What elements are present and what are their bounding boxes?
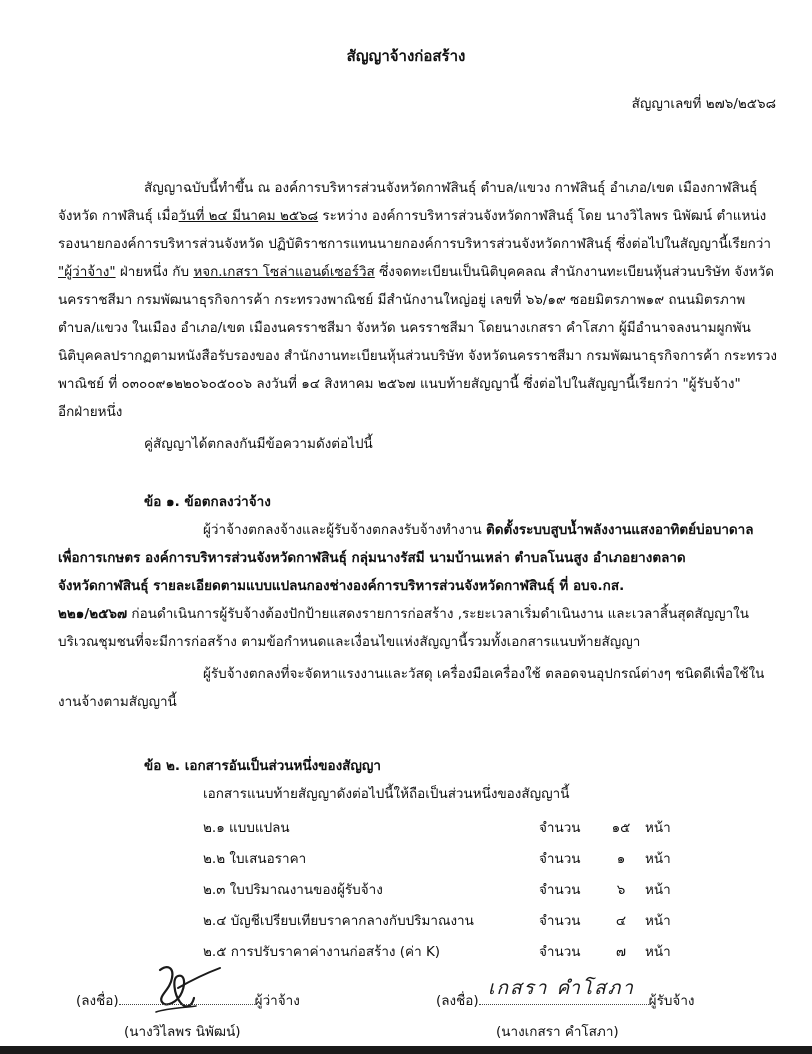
employer-name: (นางวิไลพร นิพัฒน์) — [124, 1024, 241, 1040]
project-name: ติดตั้งระบบสูบน้ำพลังงานแสงอาทิตย์บ่อบาดาล — [485, 522, 754, 538]
preamble-line-4: "ผู้ว่าจ้าง" ฝ่ายหนึ่ง กับ หจก.เกสรา โซล่าแอนด์เซอร์วิส ซึ่งจดทะเบียนเป็นนิติบุคคลณ สำนักงานทะเบียนหุ้นส่วนบริษัท จังหวัด — [58, 264, 775, 280]
attachment-row: ๒.๑ แบบแปลน จำนวน ๑๕ หน้า — [203, 820, 671, 836]
preamble-line-6: ตำบล/แขวง ในเมือง อำเภอ/เขต เมืองนครราชสีมา จังหวัด นครราชสีมา โดยนางเกสรา คำโสภา ผู้มีอำนาจลงนามผูกพัน — [58, 320, 751, 336]
agreement-statement: คู่สัญญาได้ตกลงกันมีข้อความดังต่อไปนี้ — [144, 436, 373, 452]
attachment-row: ๒.๒ ใบเสนอราคา จำนวน ๑ หน้า — [203, 851, 671, 867]
contractor-name-signature: (นางเกสรา คำโสภา) — [496, 1024, 619, 1040]
preamble-line-9: อีกฝ่ายหนึ่ง — [58, 404, 123, 420]
clause-1-heading: ข้อ ๑. ข้อตกลงว่าจ้าง — [144, 494, 271, 510]
attachment-row: ๒.๓ ใบปริมาณงานของผู้รับจ้าง จำนวน ๖ หน้า — [203, 882, 671, 898]
attachment-row: ๒.๕ การปรับราคาค่างานก่อสร้าง (ค่า K) จำนวน ๗ หน้า — [203, 944, 671, 960]
clause-1-para-2-line-2: งานจ้างตามสัญญานี้ — [58, 694, 177, 710]
clause-1-line-4: ๒๒๑/๒๕๖๗ ก่อนดำเนินการผู้รับจ้างต้องปักป้ายแสดงรายการก่อสร้าง ,ระยะเวลาเริ่มดำเนินงาน และเวลาสิ้นสุดสัญญาใน — [58, 606, 750, 622]
contract-number: สัญญาเลขที่ ๒๗๖/๒๕๖๘ — [631, 96, 776, 112]
employer-term: "ผู้ว่าจ้าง" — [58, 264, 116, 280]
contractor-signature-handwriting: เกสรา คำโสภา — [488, 977, 635, 999]
clause-2-intro: เอกสารแนบท้ายสัญญาดังต่อไปนี้ให้ถือเป็นส่วนหนึ่งของสัญญานี้ — [203, 786, 570, 802]
clause-1-line-1: ผู้ว่าจ้างตกลงจ้างและผู้รับจ้างตกลงรับจ้างทำงาน ติดตั้งระบบสูบน้ำพลังงานแสงอาทิตย์บ่อบาดาล — [203, 522, 754, 538]
clause-1-para-2-line-1: ผู้รับจ้างตกลงที่จะจัดหาแรงงานและวัสดุ เครื่องมือเครื่องใช้ ตลอดจนอุปกรณ์ต่างๆ ชนิดดีเพื่อใช้ใน — [203, 666, 765, 682]
preamble-line-7: นิติบุคคลปรากฏตามหนังสือรับรองของ สำนักงานทะเบียนหุ้นส่วนบริษัท จังหวัดนครราชสีมา กรมพัฒนาธุรกิจการค้า กระทรวง — [58, 348, 777, 364]
preamble-line-1: สัญญาฉบับนี้ทำขึ้น ณ องค์การบริหารส่วนจังหวัดกาฬสินธุ์ ตำบล/แขวง กาฬสินธุ์ อำเภอ/เขต เมืองกาฬสินธุ์ — [144, 180, 758, 196]
preamble-line-8: พาณิชย์ ที่ ๐๓๐๐๙๑๒๒๐๖๐๕๐๐๖ ลงวันที่ ๑๔ สิงหาคม ๒๕๖๗ แนบท้ายสัญญานี้ ซึ่งต่อไปในสัญญานี้เรียกว่า "ผู้รับจ้าง" — [58, 376, 741, 392]
contractor-name: หจก.เกสรา โซล่าแอนด์เซอร์วิส — [193, 264, 375, 280]
contract-date: วันที่ ๒๔ มีนาคม ๒๕๖๘ — [178, 208, 319, 224]
clause-2-heading: ข้อ ๒. เอกสารอันเป็นส่วนหนึ่งของสัญญา — [144, 758, 382, 774]
plan-reference: ๒๒๑/๒๕๖๗ — [58, 606, 128, 622]
page-bottom-edge — [0, 1046, 812, 1054]
clause-1-line-2: เพื่อการเกษตร องค์การบริหารส่วนจังหวัดกาฬสินธุ์ กลุ่มนางรัสมี นามบ้านเหล่า ตำบลโนนสูง อำเภอยางตลาด — [58, 550, 686, 566]
clause-1-line-3: จังหวัดกาฬสินธุ์ รายละเอียดตามแบบแปลนกองช่างองค์การบริหารส่วนจังหวัดกาฬสินธุ์ ที่ อบจ.กส. — [58, 578, 625, 594]
employer-sign-line: (ลงชื่อ) ผู้ว่าจ้าง — [76, 990, 300, 1011]
contractor-sign-line: (ลงชื่อ) ผู้รับจ้าง — [436, 990, 695, 1011]
clause-1-line-5: บริเวณชุมชนที่จะมีการก่อสร้าง ตามข้อกำหนดและเงื่อนไขแห่งสัญญานี้รวมทั้งเอกสารแนบท้ายสัญญา — [58, 634, 641, 650]
preamble-line-5: นครราชสีมา กรมพัฒนาธุรกิจการค้า กระทรวงพาณิชย์ มีสำนักงานใหญ่อยู่ เลขที่ ๖๖/๑๙ ซอยมิตรภาพ๑๙ ถนนมิตรภาพ — [58, 292, 746, 308]
document-title: สัญญาจ้างก่อสร้าง — [346, 47, 466, 65]
preamble-line-3: รองนายกองค์การบริหารส่วนจังหวัด ปฏิบัติราชการแทนนายกองค์การบริหารส่วนจังหวัดกาฬสินธุ์ ซึ่งต่อไปในสัญญานี้เรียกว่า — [58, 236, 771, 252]
preamble-line-2: จังหวัด กาฬสินธุ์ เมื่อวันที่ ๒๔ มีนาคม ๒๕๖๘ ระหว่าง องค์การบริหารส่วนจังหวัดกาฬสินธุ์ โดย นางวิไลพร นิพัฒน์ ตำแหน่ง — [58, 208, 767, 224]
attachment-row: ๒.๔ บัญชีเปรียบเทียบราคากลางกับปริมาณงาน จำนวน ๔ หน้า — [203, 913, 671, 929]
